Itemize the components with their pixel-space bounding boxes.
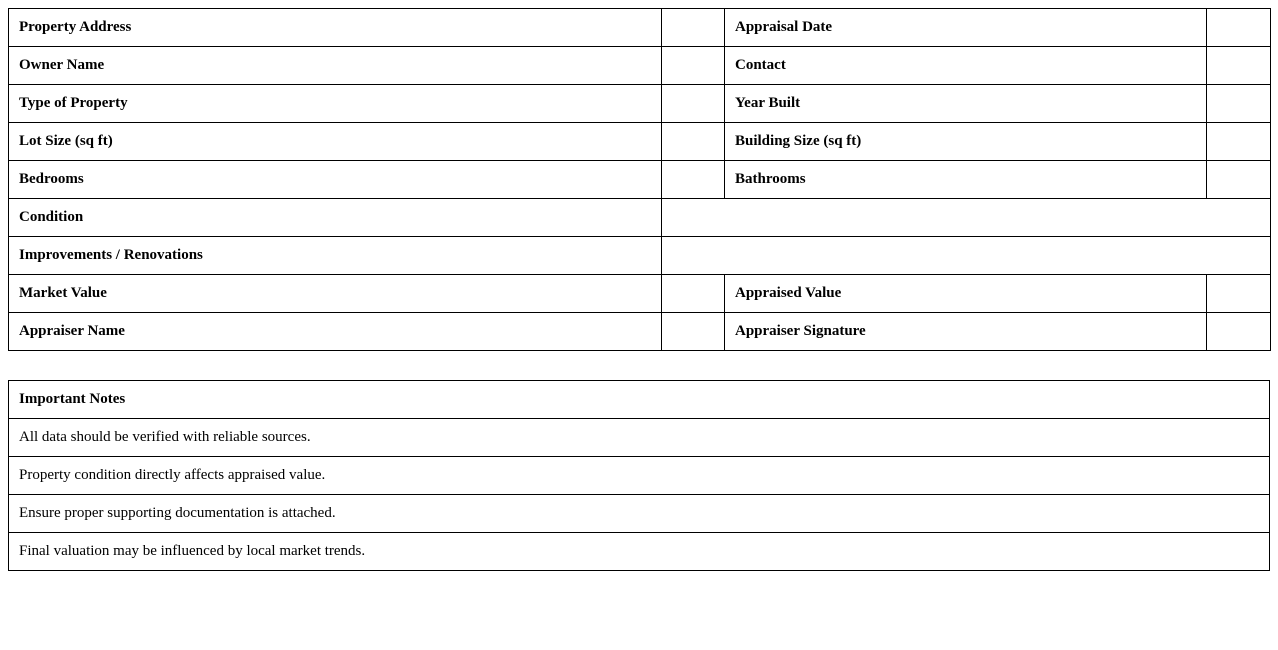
table-row: [9, 237, 1271, 275]
appraiser-name-label: Appraiser Name: [9, 313, 662, 351]
bedrooms-value[interactable]: [662, 161, 725, 199]
table-row: [9, 419, 1270, 457]
appraised-value-label: Appraised Value: [725, 275, 1207, 313]
owner-name-label: Owner Name: [9, 47, 662, 85]
improvements-value[interactable]: [662, 237, 1271, 275]
table-row: [9, 457, 1270, 495]
property-address-label: Property Address: [9, 9, 662, 47]
building-size-label: Building Size (sq ft): [725, 123, 1207, 161]
note-item: Final valuation may be influenced by local market trends.: [9, 533, 1270, 571]
appraisal-date-value[interactable]: [1207, 9, 1271, 47]
building-size-value[interactable]: [1207, 123, 1271, 161]
appraiser-name-value[interactable]: [662, 313, 725, 351]
table-row: [9, 9, 1271, 47]
condition-label: Condition: [9, 199, 662, 237]
appraisal-date-label: Appraisal Date: [725, 9, 1207, 47]
note-item: All data should be verified with reliable sources.: [9, 419, 1270, 457]
appraiser-signature-label: Appraiser Signature: [725, 313, 1207, 351]
notes-heading: Important Notes: [9, 381, 1270, 419]
year-built-label: Year Built: [725, 85, 1207, 123]
table-row: [9, 275, 1271, 313]
property-appraisal-table: [8, 8, 1271, 351]
lot-size-label: Lot Size (sq ft): [9, 123, 662, 161]
appraised-value-value[interactable]: [1207, 275, 1271, 313]
year-built-value[interactable]: [1207, 85, 1271, 123]
condition-value[interactable]: [662, 199, 1271, 237]
table-row: [9, 85, 1271, 123]
property-address-value[interactable]: [662, 9, 725, 47]
type-of-property-value[interactable]: [662, 85, 725, 123]
bedrooms-label: Bedrooms: [9, 161, 662, 199]
table-row: [9, 533, 1270, 571]
table-row: [9, 381, 1270, 419]
contact-value[interactable]: [1207, 47, 1271, 85]
owner-name-value[interactable]: [662, 47, 725, 85]
table-row: [9, 313, 1271, 351]
important-notes-table: [8, 380, 1270, 571]
table-row: [9, 495, 1270, 533]
improvements-label: Improvements / Renovations: [9, 237, 662, 275]
bathrooms-label: Bathrooms: [725, 161, 1207, 199]
type-of-property-label: Type of Property: [9, 85, 662, 123]
market-value-value[interactable]: [662, 275, 725, 313]
contact-label: Contact: [725, 47, 1207, 85]
table-row: [9, 47, 1271, 85]
market-value-label: Market Value: [9, 275, 662, 313]
table-row: [9, 123, 1271, 161]
lot-size-value[interactable]: [662, 123, 725, 161]
table-row: [9, 199, 1271, 237]
bathrooms-value[interactable]: [1207, 161, 1271, 199]
note-item: Ensure proper supporting documentation is attached.: [9, 495, 1270, 533]
table-row: [9, 161, 1271, 199]
note-item: Property condition directly affects appraised value.: [9, 457, 1270, 495]
appraiser-signature-value[interactable]: [1207, 313, 1271, 351]
